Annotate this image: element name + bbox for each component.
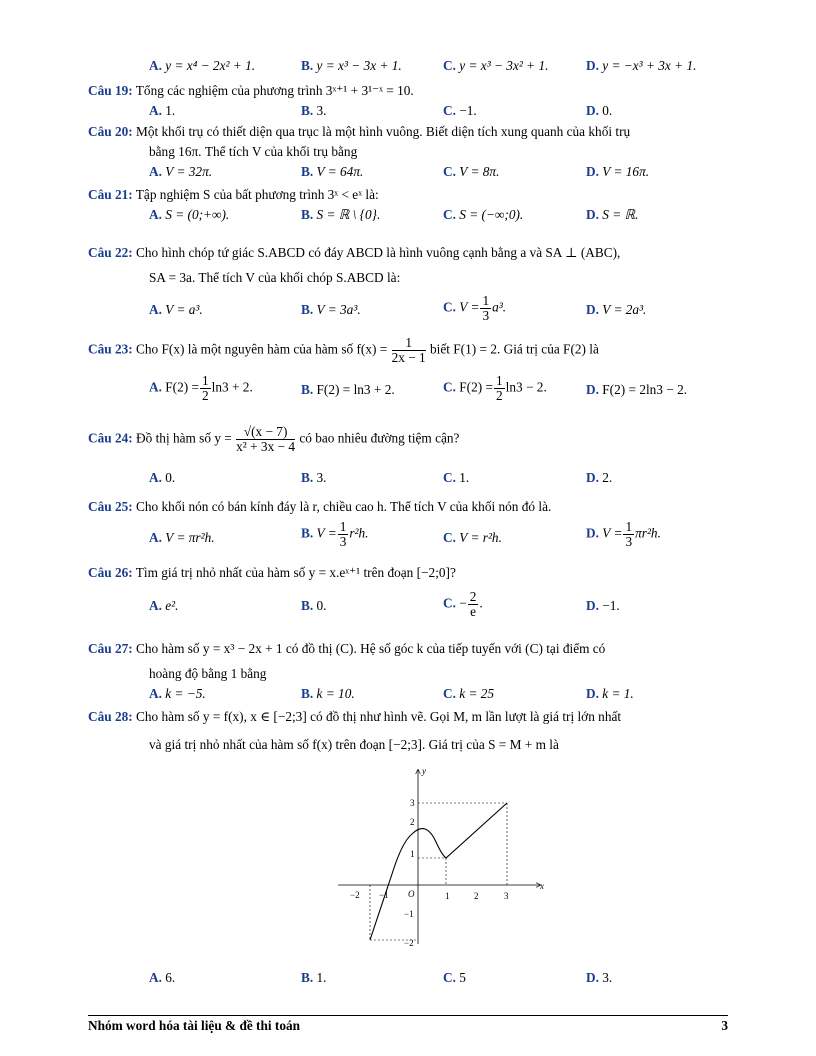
q19-option-b: B. 3.	[301, 103, 327, 118]
q25-option-a: A. V = πr²h.	[149, 530, 215, 545]
origin-label: O	[408, 889, 415, 899]
q19-option-a: A. 1.	[149, 103, 176, 118]
question-27-line2: hoàng độ bằng 1 bằng	[149, 666, 267, 681]
x-tick-3: 3	[504, 891, 509, 901]
q27-option-d: D. k = 1.	[586, 686, 634, 701]
question-25: Câu 25: Cho khối nón có bán kính đáy là r, chiều cao h. Thể tích V của khối nón đó là.	[88, 499, 552, 514]
q27-option-c: C. k = 25	[443, 686, 495, 701]
q20-option-c: C. V = 8π.	[443, 164, 500, 179]
x-axis-label: x	[540, 881, 544, 891]
y-axis-label: y	[422, 766, 426, 776]
q22-option-c: C. V = $\frac{1}{3}$ a³.	[443, 293, 507, 323]
q26-option-c: C. − $\frac{2}{e}$ .	[443, 589, 483, 619]
q20-option-a: A. V = 32π.	[149, 164, 213, 179]
q22-option-d: D. V = 2a³.	[586, 302, 647, 317]
q24-option-c: C. 1.	[443, 470, 470, 485]
x-tick-1: 1	[445, 891, 450, 901]
q18-option-c: C. y = x³ − 3x² + 1.	[443, 58, 549, 73]
q27-option-a: A. k = −5.	[149, 686, 206, 701]
q27-option-b: B. k = 10.	[301, 686, 355, 701]
q18-option-a: A. y = x⁴ − 2x² + 1.	[149, 58, 256, 73]
q23-option-b: B. F(2) = ln3 + 2.	[301, 382, 395, 397]
q19-option-d: D. 0.	[586, 103, 613, 118]
function-graph	[330, 762, 555, 952]
q26-option-b: B. 0.	[301, 598, 327, 613]
q21-option-d: D. S = ℝ.	[586, 207, 639, 222]
q28-option-c: C. 5	[443, 970, 466, 985]
question-20-line2: bằng 16π. Thể tích V của khối trụ bằng	[149, 144, 358, 159]
question-22: Câu 22: Cho hình chóp tứ giác S.ABCD có đáy ABCD là hình vuông cạnh bằng a và SA ⊥ (ABC),	[88, 245, 621, 260]
q21-option-c: C. S = (−∞;0).	[443, 207, 524, 222]
q23-option-c: C. F(2) = $\frac{1}{2}$ ln3 − 2.	[443, 373, 547, 403]
q25-option-b: B. V = $\frac{1}{3}$ r²h.	[301, 519, 369, 549]
question-22-line2: SA = 3a. Thể tích V của khối chóp S.ABCD là:	[149, 270, 401, 285]
page-footer	[88, 1015, 728, 1034]
q18-option-b: B. y = x³ − 3x + 1.	[301, 58, 402, 73]
y-tick-neg1: −1	[404, 909, 414, 919]
question-26: Câu 26: Tìm giá trị nhỏ nhất của hàm số y = x.eˣ⁺¹ trên đoạn [−2;0]?	[88, 565, 456, 580]
x-tick-2: 2	[474, 891, 479, 901]
q23-option-a: A. F(2) = $\frac{1}{2}$ ln3 + 2.	[149, 373, 253, 403]
question-23: Câu 23: Cho F(x) là một nguyên hàm của hàm số f(x) = $\frac{1}{2x - 1}$ biết F(1) = 2. Giá trị của F(2) là	[88, 335, 599, 365]
q22-option-b: B. V = 3a³.	[301, 302, 361, 317]
question-20: Câu 20: Một khối trụ có thiết diện qua trục là một hình vuông. Biết diện tích xung quanh của khối trụ	[88, 124, 631, 139]
question-28-line2: và giá trị nhỏ nhất của hàm số f(x) trên đoạn [−2;3]. Giá trị của S = M + m là	[149, 737, 559, 752]
q28-option-b: B. 1.	[301, 970, 327, 985]
q21-option-a: A. S = (0;+∞).	[149, 207, 230, 222]
x-tick-neg2: −2	[350, 890, 360, 900]
q19-option-c: C. −1.	[443, 103, 477, 118]
q26-option-d: D. −1.	[586, 598, 620, 613]
q25-option-c: C. V = r²h.	[443, 530, 502, 545]
q25-option-d: D. V = $\frac{1}{3}$ πr²h.	[586, 519, 661, 549]
question-24: Câu 24: Đồ thị hàm số y = $\frac{√(x - 7)}{\text{x² + 3x − 4}}$ có bao nhiêu đường tiệm cận?	[88, 424, 460, 454]
q24-option-d: D. 2.	[586, 470, 613, 485]
q28-option-a: A. 6.	[149, 970, 176, 985]
y-tick-3: 3	[410, 798, 415, 808]
q20-option-d: D. V = 16π.	[586, 164, 650, 179]
q24-option-a: A. 0.	[149, 470, 176, 485]
q24-option-b: B. 3.	[301, 470, 327, 485]
x-tick-neg1: −1	[379, 890, 389, 900]
footer-title: Nhóm word hóa tài liệu & đề thi toán	[88, 1018, 301, 1033]
y-tick-2: 2	[410, 817, 415, 827]
y-tick-neg2: −2	[404, 938, 414, 948]
q26-option-a: A. e².	[149, 598, 179, 613]
q18-option-d: D. y = −x³ + 3x + 1.	[586, 58, 697, 73]
function-curve	[370, 803, 507, 940]
question-28: Câu 28: Cho hàm số y = f(x), x ∈ [−2;3] có đồ thị như hình vẽ. Gọi M, m lần lượt là giá trị lớn nhất	[88, 709, 622, 724]
q28-option-d: D. 3.	[586, 970, 613, 985]
question-27: Câu 27: Cho hàm số y = x³ − 2x + 1 có đồ thị (C). Hệ số góc k của tiếp tuyến với (C) tại điểm có	[88, 641, 606, 656]
y-tick-1: 1	[410, 849, 415, 859]
q20-option-b: B. V = 64π.	[301, 164, 364, 179]
page-number: 3	[721, 1018, 728, 1033]
q22-option-a: A. V = a³.	[149, 302, 203, 317]
question-21: Câu 21: Tập nghiệm S của bất phương trình 3ˣ < eˣ là:	[88, 187, 379, 202]
q23-option-d: D. F(2) = 2ln3 − 2.	[586, 382, 688, 397]
q21-option-b: B. S = ℝ \ {0}.	[301, 207, 381, 222]
question-19: Câu 19: Tổng các nghiệm của phương trình 3ˣ⁺¹ + 3¹⁻ˣ = 10.	[88, 83, 414, 98]
